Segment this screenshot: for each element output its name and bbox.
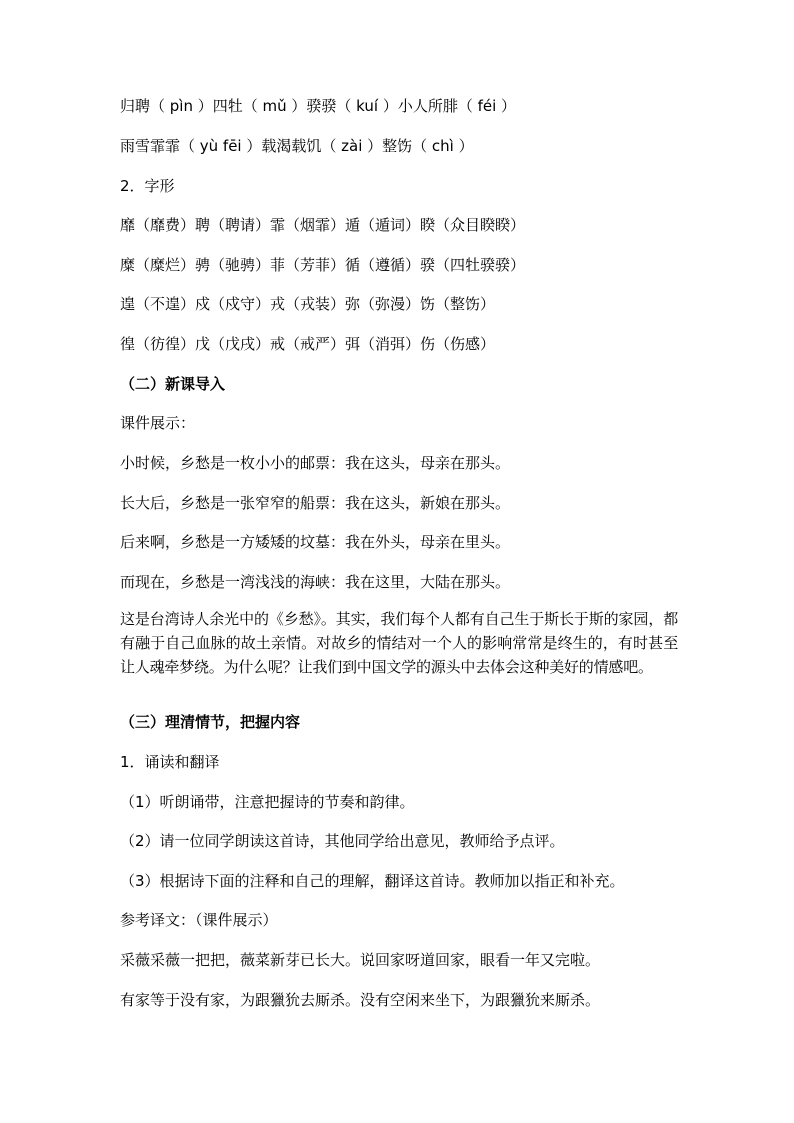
pronunciation-line-2: 雨雪霏霏（ yù fēi ）载渴载饥（ zài ）整饬（ chì ） [120, 137, 474, 155]
poem-line-1: 小时候，乡愁是一枚小小的邮票：我在这头，母亲在那头。 [120, 454, 511, 472]
section-heading-glyph: 2．字形 [120, 177, 175, 195]
intro-paragraph: 这是台湾诗人余光中的《乡愁》。其实，我们每个人都有自己生于斯长于斯的家园，都有融于自己血脉的故土亲情。对故乡的情结对一个人的影响常常是终生的，有时甚至让人魂牵梦绕。为什么呢？让我们到中国文学的源头中去体会这种美好的情感吧。 [120, 610, 678, 676]
poem-line-3: 后来啊，乡愁是一方矮矮的坟墓：我在外头，母亲在里头。 [120, 533, 511, 551]
glyph-line-4: 徨（彷徨）戊（戊戌）戒（戒严）弭（消弭）伤（伤感） [120, 335, 496, 353]
courseware-label: 课件展示： [120, 414, 196, 432]
step-1: （1）听朗诵带，注意把握诗的节奏和韵律。 [120, 793, 415, 811]
translation-line-2: 有家等于没有家，为跟獵狁去厮杀。没有空闲来坐下，为跟獵狁来厮杀。 [120, 991, 601, 1009]
glyph-line-2: 糜（糜烂）骋（驰骋）菲（芳菲）循（遵循）骙（四牡骙骙） [120, 256, 526, 274]
glyph-line-3: 遑（不遑）戍（戍守）戎（戎装）弥（弥漫）饬（整饬） [120, 295, 496, 313]
poem-line-4: 而现在，乡愁是一湾浅浅的海峡：我在这里，大陆在那头。 [120, 573, 511, 591]
subheading-recite-translate: 1．诵读和翻译 [120, 753, 220, 771]
translation-line-1: 采薇采薇一把把，薇菜新芽已长大。说回家呀道回家，眼看一年又完啦。 [120, 951, 601, 969]
heading-plot-content: （三）理清情节，把握内容 [120, 713, 301, 731]
step-3: （3）根据诗下面的注释和自己的理解，翻译这首诗。教师加以指正和补充。 [120, 872, 625, 890]
pronunciation-line-1: 归聘（ pìn ）四牡（ mǔ ）骙骙（ kuí ）小人所腓（ féi ） [120, 97, 517, 115]
glyph-line-1: 靡（靡费）聘（聘请）霏（烟霏）遁（遁词）睽（众目睽睽） [120, 216, 526, 234]
heading-new-lesson-intro: （二）新课导入 [120, 375, 226, 393]
poem-line-2: 长大后，乡愁是一张窄窄的船票：我在这头，新娘在那头。 [120, 494, 511, 512]
step-2: （2）请一位同学朗读这首诗，其他同学给出意见，教师给予点评。 [120, 832, 565, 850]
reference-translation-label: 参考译文：（课件展示） [120, 911, 278, 929]
